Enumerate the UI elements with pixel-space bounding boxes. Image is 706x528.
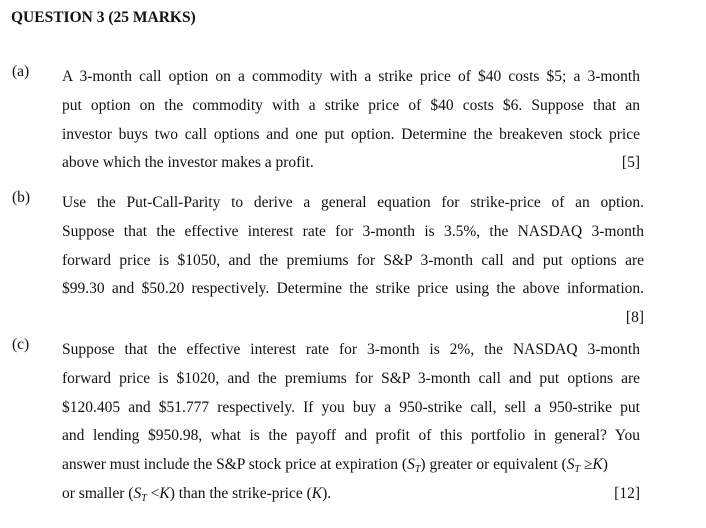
relation-geq: ≥ bbox=[580, 456, 593, 474]
question-heading: QUESTION 3 (25 MARKS) bbox=[11, 9, 196, 26]
question-c-line-6-mid: ) than the strike-price ( bbox=[169, 484, 312, 502]
var-k: K bbox=[311, 484, 323, 502]
question-c-line-4: and lending $950.98, what is the payoff and profit of this portfolio in general? You bbox=[62, 427, 640, 445]
var-s: S bbox=[133, 484, 142, 502]
question-c-line-5-pre: answer must include the S&P stock price at expiration ( bbox=[62, 456, 408, 474]
question-b-line-2: Suppose that the effective interest rate for 3-month is 3.5%, the NASDAQ 3-month bbox=[62, 222, 644, 240]
question-c-line-5-mid: ) greater or equivalent ( bbox=[420, 456, 567, 474]
question-c-line-6-pre: or smaller ( bbox=[62, 484, 134, 502]
question-a-line-3: investor buys two call options and one put option. Determine the breakeven stock price bbox=[62, 125, 640, 143]
var-k: K bbox=[592, 456, 603, 474]
question-c-line-1: Suppose that the effective interest rate for 3-month is 2%, the NASDAQ 3-month bbox=[62, 341, 640, 358]
question-a-label: (a) bbox=[12, 63, 30, 80]
question-b-marks-row bbox=[62, 304, 644, 333]
close-paren: ) bbox=[602, 456, 608, 474]
var-t-sub: T bbox=[141, 492, 147, 504]
question-b-text bbox=[62, 189, 644, 333]
var-t-sub: T bbox=[574, 464, 581, 476]
relation-lt: < bbox=[146, 484, 160, 502]
question-a-text bbox=[62, 63, 640, 178]
question-c-line-5 bbox=[62, 451, 640, 480]
var-k: K bbox=[159, 484, 170, 502]
question-a-line-4 bbox=[62, 149, 640, 178]
question-b-marks: [8] bbox=[625, 309, 644, 327]
question-b-line-3: forward price is $1050, and the premiums for S&P 3-month call and put options are bbox=[62, 251, 644, 269]
var-t-sub: T bbox=[414, 464, 421, 476]
question-b-line-4: $99.30 and $50.20 respectively. Determine the strike price using the above information. bbox=[62, 280, 644, 298]
question-b-line-1: Use the Put-Call-Parity to derive a general equation for strike-price of an option. bbox=[62, 194, 644, 211]
question-c-label: (c) bbox=[12, 336, 30, 353]
question-a-line-1: A 3-month call option on a commodity with a strike price of $40 costs $5; a 3-month bbox=[62, 68, 640, 85]
question-b-label: (b) bbox=[12, 189, 31, 206]
question-c-line-6 bbox=[62, 480, 640, 509]
var-s: S bbox=[566, 456, 575, 474]
question-c-marks: [12] bbox=[614, 484, 640, 502]
question-a-line-4-text: above which the investor makes a profit. bbox=[62, 154, 314, 172]
question-c-text bbox=[62, 336, 640, 509]
question-a-marks: [5] bbox=[621, 154, 640, 172]
var-s: S bbox=[407, 456, 415, 474]
question-a-line-2: put option on the commodity with a strike price of $40 costs $6. Suppose that an bbox=[62, 96, 640, 114]
question-c-line-2: forward price is $1020, and the premiums for S&P 3-month call and put options are bbox=[62, 369, 640, 387]
question-c-line-6-end: ). bbox=[322, 484, 332, 502]
question-c-line-3: $120.405 and $51.777 respectively. If you buy a 950-strike call, sell a 950-strike put bbox=[62, 398, 640, 416]
